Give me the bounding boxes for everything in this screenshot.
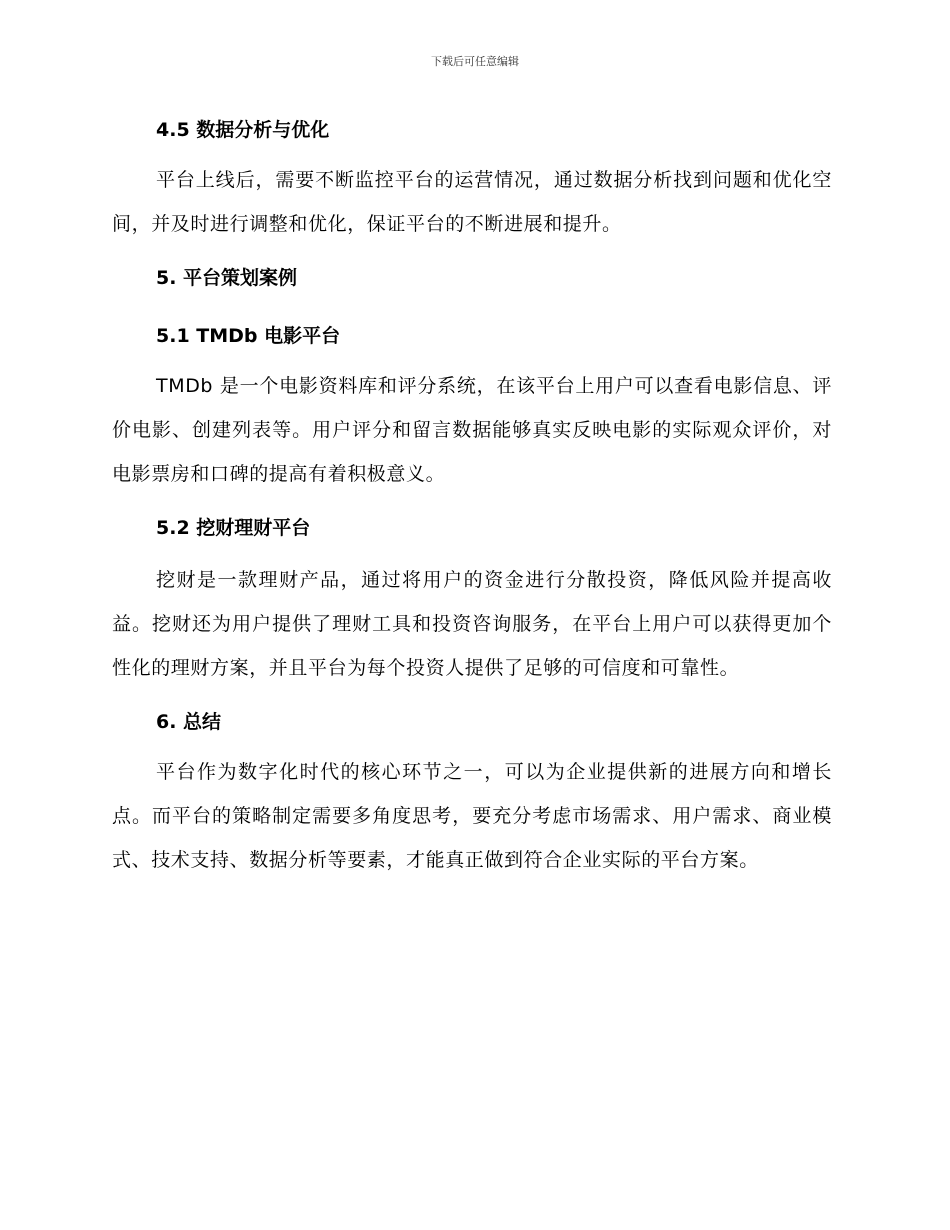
section-paragraph-6: 平台作为数字化时代的核心环节之一，可以为企业提供新的进展方向和增长点。而平台的策略制定需要多角度思考，要充分考虑市场需求、用户需求、商业模式、技术支持、数据分析等要素，才能真正做到符合企业实际的平台方案。	[112, 761, 832, 871]
section-paragraph-5-1: TMDb 是一个电影资料库和评分系统，在该平台上用户可以查看电影信息、评价电影、创建列表等。用户评分和留言数据能够真实反映电影的实际观众评价，对电影票房和口碑的提高有着积极意义。	[112, 375, 832, 485]
section-heading-5-2: 5.2 挖财理财平台	[156, 517, 311, 539]
document-body	[112, 112, 832, 882]
section-heading-4-5: 4.5 数据分析与优化	[156, 119, 330, 141]
section-heading-6: 6. 总结	[156, 711, 222, 733]
section-heading-5: 5. 平台策划案例	[156, 267, 298, 289]
page-header: 下载后可任意编辑	[431, 55, 519, 68]
section-paragraph-5-2: 挖财是一款理财产品，通过将用户的资金进行分散投资，降低风险并提高收益。挖财还为用户提供了理财工具和投资咨询服务，在平台上用户可以获得更加个性化的理财方案，并且平台为每个投资人提供了足够的可信度和可靠性。	[112, 569, 832, 679]
section-paragraph-4-5: 平台上线后，需要不断监控平台的运营情况，通过数据分析找到问题和优化空间，并及时进行调整和优化，保证平台的不断进展和提升。	[112, 169, 832, 235]
section-heading-5-1: 5.1 TMDb 电影平台	[156, 325, 341, 347]
